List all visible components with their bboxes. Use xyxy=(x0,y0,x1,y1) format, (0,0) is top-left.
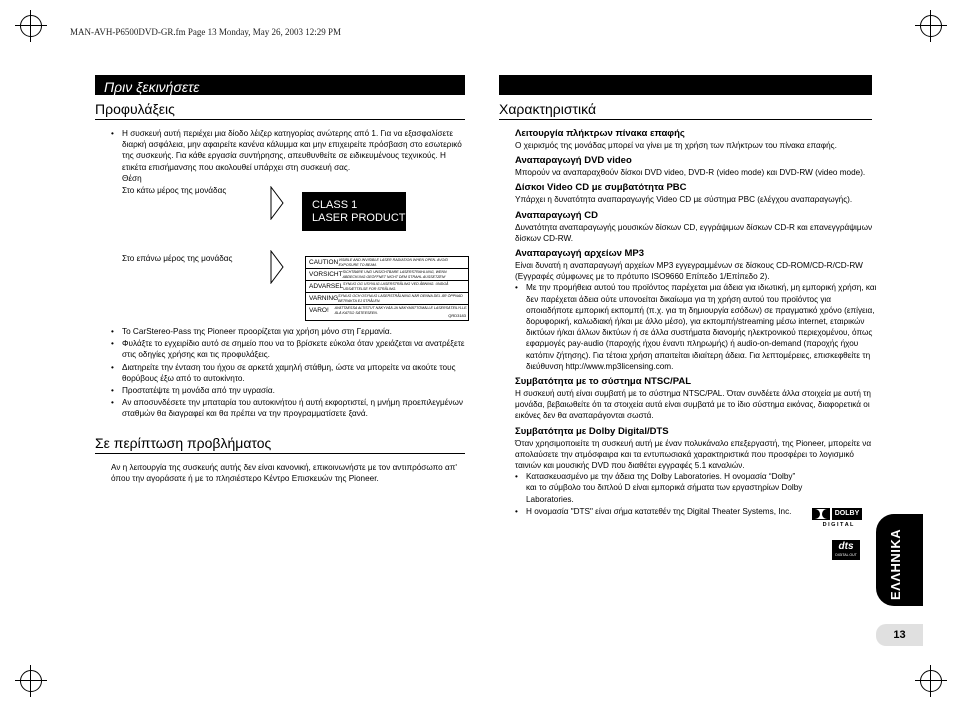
features-list xyxy=(515,128,877,518)
warning-row xyxy=(306,281,468,293)
problem-title: Σε περίπτωση προβλήματος xyxy=(95,435,272,451)
list-item: • Με την προμήθεια αυτού του προϊόντος παρέχεται μια άδεια για ιδιωτική, μη εμπορική χρήση, και δεν παρέχεται άδεια ούτε υπονοείται δικαίωμα για τη χρήση αυτού του προϊόντος για οποιαδήποτε εμπορική εκπομπή (π.χ. για τη δημιουργία εσόδων) σε πραγματικό χρόνο (επίγεια, δορυφορική, καλωδιακή ή/και με άλλο μέσο), για εκπομπή/streaming μέσω internet, εταιρικών δικτύων ή/και άλλων δικτύων ή σε άλλα συστήματα διανομής ηλεκτρονικού περιεχομένου, όπως εφαρμογές pay-audio (παροχής ήχου έναντι πληρωμής) ή audio-on-demand (παροχής ήχου κατόπιν ζήτησης). Για τέτοια χρήση απαιτείται ιδιαίτερη άδεια. Για λεπτομέρειες, επισκεφθείτε τη διεύθυνση http://www.mp3licensing.com. xyxy=(515,282,877,372)
warning-row xyxy=(306,257,468,269)
warning-row xyxy=(306,269,468,281)
section-title: Πριν ξεκινήσετε xyxy=(104,79,200,95)
laser-warning-label xyxy=(305,256,469,321)
feature-text: Είναι δυνατή η αναπαραγωγή αρχείων MP3 εγγεγραμμένων σε δίσκους CD-ROM/CD-R/CD-RW (Εγγραφές σύμφωνες με το πρότυπο ISO9660 Επίπεδο 1/Επίπεδο 2). xyxy=(515,261,863,282)
feature-heading: Αναπαραγωγή DVD video xyxy=(515,155,632,167)
list-item: • Η ονομασία "DTS" είναι σήμα κατατεθέν της Digital Theater Systems, Inc. xyxy=(515,506,805,517)
divider xyxy=(95,119,465,120)
crop-mark-icon xyxy=(920,15,942,37)
list-item: • Φυλάξτε το εγχειρίδιο αυτό σε σημείο που να το βρίσκετε εύκολα όταν χρειάζεται να ανατρέξετε στις οδηγίες χρήσης και τις προφυλάξεις. xyxy=(111,338,471,360)
double-d-icon xyxy=(812,508,830,520)
features-title: Χαρακτηριστικά xyxy=(499,101,597,117)
list-item: • Προστατέψτε τη μονάδα από την υγρασία. xyxy=(111,385,471,396)
dolby-logo-text: DOLBY xyxy=(832,508,862,520)
warning-row xyxy=(306,293,468,305)
section-bar-right xyxy=(499,75,872,95)
warning-key: VARNING xyxy=(309,295,339,302)
list-item: • Η συσκευή αυτή περιέχει μια δίοδο λέιζερ κατηγορίας ανώτερης από 1. Για να εξασφαλίσετε διαρκή ασφάλεια, μην αφαιρείτε κανένα κάλυμμα και μην επιχειρείτε πρόσβαση στο εσωτερικό της συσκευής. Για κάθε εργασία συντήρησης, απευθυνθείτε σε ειδικευμένους τεχνικούς. Η ετικέτα επισήμανσης που ακολουθεί υπάρχει στη συσκευή σας. xyxy=(111,128,471,173)
feature-text: Υπάρχει η δυνατότητα αναπαραγωγής Video CD με σύστημα PBC (ελέγχου αναπαραγωγής). xyxy=(515,195,853,205)
dts-logo-text: dts xyxy=(838,541,854,552)
location-label: Θέση xyxy=(122,174,142,183)
ntsc-text: Η συσκευή αυτή είναι συμβατή με το σύστημα NTSC/PAL. Όταν συνδέετε άλλα στοιχεία με αυτή τη μονάδα, βεβαιωθείτε ότι τα στοιχεία αυτά είναι συμβατά με το ίδιο σύστημα εικόνας, διαφορετικά οι εικόνες δεν θα αναπαράγονται σωστά. xyxy=(515,389,871,421)
feature-text: Μπορούν να αναπαραχθούν δίσκοι DVD video, DVD-R (video mode) και DVD-RW (video mode). xyxy=(515,168,866,178)
list-item: • Αν αποσυνδέσετε την μπαταρία του αυτοκινήτου ή αυτή εκφορτιστεί, η μνήμη προεπιλεγμένων σταθμών θα διαγραφεί και θα πρέπει να την προγραμματίσετε ξανά. xyxy=(111,397,471,419)
warning-key: VARO! xyxy=(309,307,329,314)
dts-logo-subtext: DIGITAL OUT xyxy=(835,553,857,557)
top-location-label: Στο επάνω μέρος της μονάδας xyxy=(122,254,233,263)
precautions-title: Προφυλάξεις xyxy=(95,101,175,117)
list-item: • Το CarStereo-Pass της Pioneer προορίζεται για χρήση μόνο στη Γερμανία. xyxy=(111,326,471,337)
pointer-arrow-icon xyxy=(270,250,284,284)
feature-text: Δυνατότητα αναπαραγωγής μουσικών δίσκων CD, εγγράψιμων δίσκων CD-R και επανεγγράψιμων δίσκων CD-RW. xyxy=(515,222,873,243)
page-number: 13 xyxy=(876,624,923,646)
crop-mark-icon xyxy=(920,670,942,692)
pointer-arrow-icon xyxy=(270,186,284,220)
warning-text: SYNLIG OCH OSYNLIG LASERSTRÅLNING NÄR DENNA DEL ÄR ÖPPNAD BETRAKTA EJ STRÅLEN. xyxy=(338,294,463,303)
warning-text: SYNLIG OG USYNLIG LASERSTRÅLING VED ÅBNING. UNDGÅ UDSÆTTELSE FOR STRÅLING. xyxy=(343,282,449,291)
dolby-digital-logo-icon xyxy=(812,508,864,530)
dolby-logo-subtext: D I G I T A L xyxy=(822,522,854,528)
crop-mark-icon xyxy=(20,15,42,37)
running-head: MAN-AVH-P6500DVD-GR.fm Page 13 Monday, May 26, 2003 12:29 PM xyxy=(70,27,341,37)
dts-title: Συμβατότητα με Dolby Digital/DTS xyxy=(515,425,669,437)
feature-heading: Αναπαραγωγή CD xyxy=(515,209,598,221)
list-item: • Διατηρείτε την ένταση του ήχου σε αρκετά χαμηλή στάθμη, ώστε να μπορείτε να ακούτε τους θορύβους έξω από το αυτοκίνητο. xyxy=(111,362,471,384)
warning-code: QRD3183 xyxy=(448,313,466,318)
warning-text: VISIBLE AND INVISIBLE LASER RADIATION WHEN OPEN. AVOID EXPOSURE TO BEAM. xyxy=(338,258,448,267)
mp3-bullet-list xyxy=(515,282,877,372)
dts-bullets xyxy=(515,471,805,517)
feature-text: Ο χειρισμός της μονάδας μπορεί να γίνει με τη χρήση των πλήκτρων του πίνακα επαφής. xyxy=(515,141,837,150)
dts-logo-icon xyxy=(832,540,860,560)
warning-key: CAUTION xyxy=(309,259,339,266)
laser-bullet-list xyxy=(111,128,471,174)
ntsc-title: Συμβατότητα με το σύστημα NTSC/PAL xyxy=(515,376,691,388)
divider xyxy=(95,453,465,454)
problem-text: Αν η λειτουργία της συσκευής αυτής δεν είναι κανονική, επικοινωνήστε με τον αντιπρόσωπο απ' όπου την αγοράσατε ή με το πλησιέστερο Κέντρο Επισκευών της Pioneer. xyxy=(111,463,457,484)
divider xyxy=(499,119,872,120)
feature-heading: Δίσκοι Video CD με συμβατότητα PBC xyxy=(515,182,687,194)
warning-key: ADVARSEL xyxy=(309,283,344,290)
bottom-location-label: Στο κάτω μέρος της μονάδας xyxy=(122,186,227,195)
feature-heading: Αναπαραγωγή αρχείων MP3 xyxy=(515,248,645,260)
warning-text: SICHTBARE UND UNSICHTBARE LASERSTRAHLUNG, WENN ABDECKUNG GEÖFFNET NICHT DEM STRAHL AUSSETZEN! xyxy=(342,270,447,279)
class-label-line1: CLASS 1 xyxy=(312,199,358,211)
language-tab-label: ΕΛΛΗΝΙΚΑ xyxy=(888,528,903,600)
warning-key: VORSICHT xyxy=(309,271,343,278)
feature-heading: Λειτουργία πλήκτρων πίνακα επαφής xyxy=(515,128,685,139)
warning-row xyxy=(306,305,468,316)
list-item: • Κατασκευασμένο με την άδεια της Dolby Laboratories. Η ονομασία “Dolby” και το σύμβολο του διπλού D είναι εμπορικά σήματα των εργαστηρίων Dolby Laboratories. xyxy=(515,471,805,505)
precaution-bullets xyxy=(111,326,471,421)
dts-text: Όταν χρησιμοποιείτε τη συσκευή αυτή με έναν πολυκάναλο επεξεργαστή, της Pioneer, μπορείτε να απολαύσετε την ατμόσφαιρα και τα εντυπωσιακά χαρακτηριστικά που προσφέρει το λογισμικό ταινιών και μουσικής DVD που διαθέτει εγγραφές 5.1 καναλιών. xyxy=(515,438,872,471)
class1-laser-label xyxy=(302,192,406,231)
warning-text: AVATTAESSA ALTISTUT NÄKYVÄÄ JA NÄKYMÄTTÖMÄLLE LASERSÄTEILYLLE. ÄLÄ KATSO SÄTEESEEN. xyxy=(334,306,468,315)
crop-mark-icon xyxy=(20,670,42,692)
class-label-line2: LASER PRODUCT xyxy=(312,212,406,224)
